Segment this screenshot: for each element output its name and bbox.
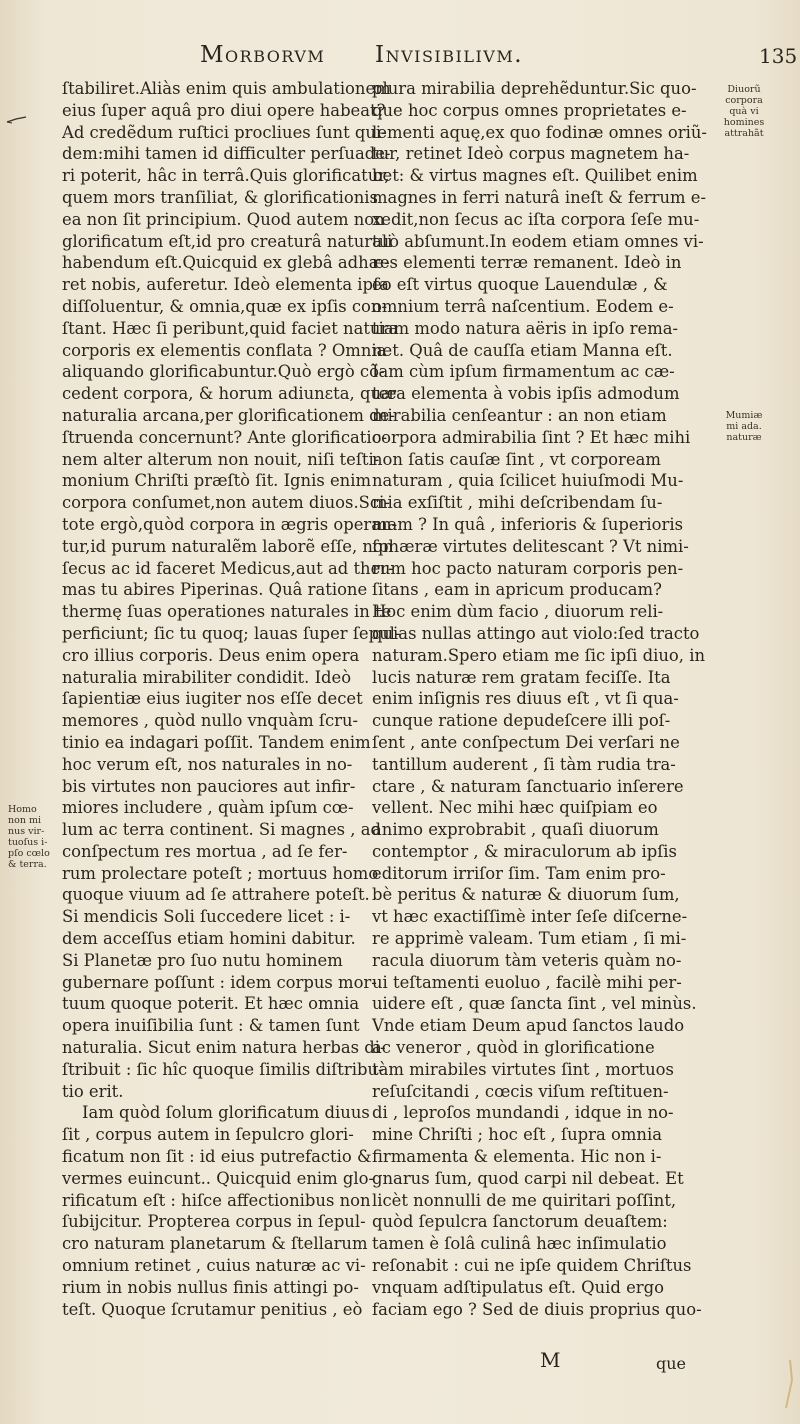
text-line: tuò abſumunt.In eodem etiam omnes vi-	[372, 231, 704, 251]
text-line: ſphæræ virtutes delitescant ? Vt nimi-	[372, 536, 689, 556]
text-line: Si mendicis Soli ſuccedere licet : i-	[62, 907, 351, 927]
margin-note-line: Mumiæ	[725, 410, 763, 421]
text-line: mam ? In quâ , inferioris & ſuperioris	[372, 514, 684, 534]
text-line: ſent , ante conſpectum Dei verſari ne	[372, 732, 680, 752]
text-line: omnium terrâ naſcentium. Eodem e-	[372, 296, 674, 316]
text-line: quem mors tranſiliat, & glorificationis	[62, 187, 378, 207]
text-line: bis virtutes non pauciores aut infir-	[62, 776, 356, 796]
text-line: ſtribuit : ſic hîc quoque ſimilis diſtribu-	[62, 1059, 384, 1079]
text-line: perficiunt; ſic tu quoq; lauas ſuper ſepul-	[62, 623, 401, 643]
text-line: gnarus ſum, quod carpi nil debeat. Et	[372, 1168, 684, 1188]
text-line: ſubijcitur. Propterea corpus in ſepul-	[62, 1212, 366, 1232]
text-line: gubernare poſſunt : idem corpus mor-	[62, 972, 377, 992]
text-line: ac veneror , quòd in glorificatione	[372, 1038, 655, 1058]
text-line: mine Chriſti ; hoc eſt , ſupra omnia	[372, 1125, 662, 1145]
margin-note-left	[8, 804, 62, 870]
pointing-hand-mark	[6, 116, 28, 124]
text-line: naturalia arcana,per glorificationem de-	[62, 405, 395, 425]
text-line: tur,id purum naturalẽm laborẽ eſſe, non	[62, 536, 394, 556]
text-line: tantillum auderent , ſi tàm rudia tra-	[372, 754, 676, 774]
text-line: animo exprobrabit , quaſi diuorum	[372, 820, 659, 840]
text-line: uidere eſt , quæ ſancta ſint , vel minùs.	[372, 994, 697, 1014]
text-line: naturalia. Sicut enim natura herbas di-	[62, 1038, 386, 1058]
text-line: ficatum non ſit : id eius putrefactio &	[62, 1147, 372, 1167]
text-line: tur, retinet Ideò corpus magnetem ha-	[372, 144, 690, 164]
text-line: cunque ratione depudeſcere illi poſ-	[372, 711, 671, 731]
text-line: xedit,non ſecus ac iſta corpora ſeſe mu-	[372, 209, 700, 229]
text-line: ri poterit, hâc in terrâ.Quis glorificatur,	[62, 166, 390, 186]
text-line: contemptor , & miraculorum ab ipſis	[372, 841, 677, 861]
text-line: eius ſuper aquâ pro diui opere habeat?	[62, 100, 386, 120]
text-line: corpora admirabilia ſint ? Et hæc mihi	[372, 427, 691, 447]
margin-note-line: quà vi	[729, 106, 759, 117]
page-stain	[780, 1360, 794, 1410]
margin-note-line: attrahãt	[724, 128, 764, 139]
text-line: Vnde etiam Deum apud ſanctos laudo	[372, 1016, 685, 1036]
text-line: magnes in ferri naturâ ineſt & ferrum e-	[372, 187, 707, 207]
text-line: rificatum eſt : hiſce affectionibus non	[62, 1190, 371, 1210]
text-line: tiam modo natura aëris in ipſo rema-	[372, 318, 679, 338]
text-line: cro illius corporis. Deus enim opera	[62, 645, 360, 665]
text-line: di , leproſos mundandi , idque in no-	[372, 1103, 674, 1123]
text-line: ret nobis, auferetur. Ideò elementa ipſa	[62, 275, 389, 295]
text-line: re apprimè valeam. Tum etiam , ſi mi-	[372, 929, 687, 949]
text-line: habendum eſt.Quicquid ex glebâ adhæ-	[62, 253, 390, 273]
text-line: ſapientiæ eius iugiter nos eſſe decet	[62, 689, 363, 709]
text-line: nem alter alterum non nouit, niſi teſti-	[62, 449, 380, 469]
margin-note-line: Diuorũ	[727, 84, 761, 95]
text-line: opera inuiſibilia ſunt : & tamen ſunt	[62, 1016, 360, 1036]
margin-note-line: corpora	[725, 95, 763, 106]
text-line: hoc verum eſt, nos naturales in no-	[62, 754, 353, 774]
running-title-right: Invisibilivm.	[375, 42, 524, 68]
right-text-column	[372, 78, 707, 1320]
text-line: bet: & virtus magnes eſt. Quilibet enim	[372, 166, 698, 186]
margin-note-right-middle	[694, 410, 794, 443]
page-number: 135	[759, 44, 798, 68]
text-line: Iam cùm ipſum firmamentum ac cæ-	[372, 362, 675, 382]
margin-note-line: & terra.	[8, 859, 47, 870]
text-line: cro naturam planetarum & ſtellarum	[62, 1234, 368, 1254]
text-line: mia exſiſtit , mihi deſcribendam ſu-	[372, 493, 663, 513]
text-line: thermę ſuas operationes naturales in te	[62, 602, 392, 622]
text-line: quoque viuum ad ſe attrahere poteſt.	[62, 885, 370, 905]
margin-note-line: homines	[723, 117, 765, 128]
text-line: rum prolectare poteſt ; mortuus homo	[62, 863, 379, 883]
text-line: tàm mirabiles virtutes ſint , mortuos	[372, 1059, 674, 1079]
text-line: licèt nonnulli de me quiritari poſſint,	[372, 1190, 677, 1210]
text-line: bè peritus & naturæ & diuorum ſum,	[372, 885, 680, 905]
text-line: tuum quoque poterit. Et hæc omnia	[62, 994, 360, 1014]
text-line: reſuſcitandi , cœcis viſum reſtituen-	[372, 1081, 669, 1101]
text-line: ſtruenda concernunt? Ante glorificatio-	[62, 427, 388, 447]
text-line: non ſatis cauſæ ſint , vt corpoream	[372, 449, 661, 469]
margin-note-line: Homo	[8, 804, 37, 815]
text-line: ſtant. Hæc ſi peribunt,quid faciet natura	[62, 318, 399, 338]
text-line: diſſoluentur, & omnia,quæ ex ipſis con-	[62, 296, 388, 316]
text-line: rium in nobis nullus finis attingi po-	[62, 1277, 359, 1297]
text-line: ea non ſit principium. Quod autem non	[62, 209, 385, 229]
text-line: corpora conſumet,non autem diuos.Sci-	[62, 493, 390, 513]
left-text-column	[62, 78, 401, 1320]
text-line: tio erit.	[62, 1081, 124, 1101]
text-line: tote ergò,quòd corpora in ægris operan-	[62, 514, 398, 534]
text-line: Ad credẽdum ruſtici procliues ſunt qui-	[62, 122, 387, 142]
text-line: dem acceſſus etiam homini dabitur.	[62, 929, 356, 949]
running-title-left: Morborvm	[200, 42, 326, 68]
text-line: monium Chriſti præſtò ſit. Ignis enim	[62, 471, 372, 491]
text-line: aliquando glorificabuntur.Quò ergò cõ-	[62, 362, 385, 382]
text-line: que hoc corpus omnes proprietates e-	[372, 100, 687, 120]
text-line: omnium retinet , cuius naturæ ac vi-	[62, 1256, 366, 1276]
text-line: lum ac terra continent. Si magnes , ad	[62, 820, 381, 840]
text-line: naturalia mirabiliter condidit. Ideò	[62, 667, 352, 687]
text-line: lucis naturæ rem gratam feciſſe. Ita	[372, 667, 671, 687]
text-line: res elementi terræ remanent. Ideò in	[372, 253, 682, 273]
text-line: ſtabiliret.Aliàs enim quis ambulationem	[62, 79, 391, 98]
text-line: Hoc enim dùm facio , diuorum reli-	[372, 602, 664, 622]
text-line: naturam , quia ſcilicet huiuſmodi Mu-	[372, 471, 684, 491]
text-line: racula diuorum tàm veteris quàm no-	[372, 950, 682, 970]
text-line: rum hoc pacto naturam corporis pen-	[372, 558, 684, 578]
text-line: faciam ego ? Sed de diuis proprius quo-	[372, 1299, 702, 1319]
text-line: tamen è ſolâ culinâ hæc inſimulatio	[372, 1234, 667, 1254]
text-line: mas tu abires Piperinas. Quâ ratione	[62, 580, 368, 600]
margin-note-line: naturæ	[726, 432, 762, 443]
text-line: glorificatum eſt,id pro creaturâ naturali	[62, 231, 393, 251]
text-line: vellent. Nec mihi hæc quiſpiam eo	[372, 798, 658, 818]
text-line: memores , quòd nullo vnquàm ſcru-	[62, 711, 359, 731]
running-header	[195, 42, 798, 76]
text-line: quias nullas attingo aut violo:ſed tracto	[372, 623, 700, 643]
text-line: ui teſtamenti euoluo , facilè mihi per-	[372, 972, 682, 992]
text-line: firmamenta & elementa. Hic non i-	[372, 1147, 662, 1167]
text-line: enim inſignis res diuus eſt , vt ſi qua-	[372, 689, 679, 709]
text-line: ſitans , eam in apricum producam?	[372, 580, 662, 600]
text-line: eo eſt virtus quoque Lauendulæ , &	[372, 275, 668, 295]
text-line: vermes euincunt.. Quicquid enim glo-	[62, 1168, 375, 1188]
text-line: tinio ea indagari poſſit. Tandem enim	[62, 732, 371, 752]
text-line: quòd ſepulcra ſanctorum deuaſtem:	[372, 1212, 668, 1232]
text-line: dem:mihi tamen id difficulter perſuade-	[62, 144, 391, 164]
text-line: plura mirabilia deprehẽduntur.Sic quo-	[372, 79, 697, 98]
text-line: net. Quâ de cauſſa etiam Manna eſt.	[372, 340, 673, 360]
margin-note-line: nus vir-	[8, 826, 45, 837]
text-line: editorum irriſor ſim. Tam enim pro-	[372, 863, 666, 883]
text-line: ſit , corpus autem in ſepulcro glori-	[62, 1125, 354, 1145]
text-line: conſpectum res mortua , ad ſe fer-	[62, 841, 348, 861]
text-line: ctare , & naturam ſanctuario inſerere	[372, 776, 684, 796]
text-line: Si Planetæ pro ſuo nutu hominem	[62, 950, 343, 970]
margin-note-line: pſo cœlo	[8, 848, 50, 859]
margin-note-line: mi ada.	[726, 421, 762, 432]
text-line: tera elementa à vobis ipſis admodum	[372, 384, 680, 404]
catchword: que	[656, 1354, 687, 1373]
text-line: teſt. Quoque ſcrutamur penitius , eò	[62, 1299, 363, 1319]
signature-mark: M	[540, 1348, 561, 1372]
margin-note-line: tuoſus i-	[8, 837, 48, 848]
margin-note-line: non mi	[8, 815, 42, 826]
text-line: vt hæc exactiſſimè inter ſeſe diſcerne-	[372, 907, 688, 927]
text-line: mirabilia cenſeantur : an non etiam	[372, 405, 667, 425]
text-line: ſecus ac id faceret Medicus,aut ad ther-	[62, 558, 394, 578]
text-line: naturam.Spero etiam me ſic ipſi diuo, in	[372, 645, 705, 665]
text-line: miores includere , quàm ipſum cœ-	[62, 798, 354, 818]
text-line: Iam quòd ſolum glorificatum diuus	[82, 1103, 370, 1123]
text-line: vnquam adſtipulatus eſt. Quid ergo	[372, 1277, 664, 1297]
text-line: corporis ex elementis conflata ? Omnia	[62, 340, 387, 360]
text-line: cedent corpora, & horum adiunɛta, quæ	[62, 384, 397, 404]
margin-note-right-top	[694, 84, 794, 139]
text-line: reſonabit : cui ne ipſe quidem Chriſtus	[372, 1256, 692, 1276]
text-line: lementi aquę,ex quo fodinæ omnes oriũ-	[372, 122, 707, 142]
